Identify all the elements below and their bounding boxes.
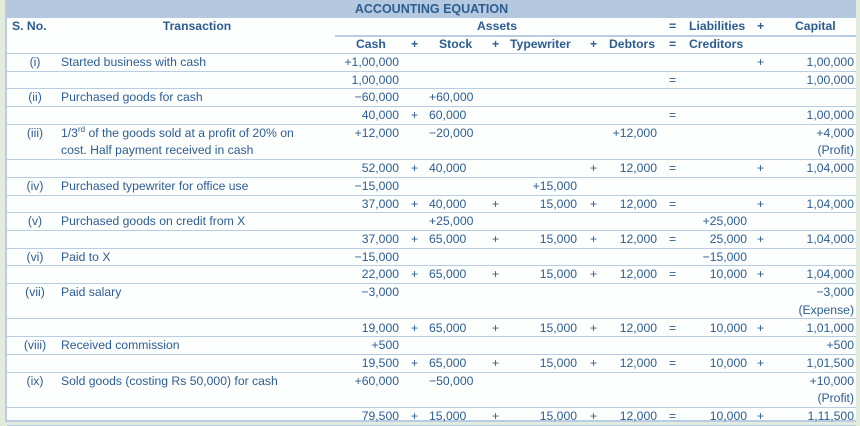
cell-debtors: +12,000 <box>612 125 657 140</box>
cell-stock: +60,000 <box>429 90 474 105</box>
cell-plus-1: + <box>411 232 419 246</box>
balance-row <box>7 355 856 373</box>
cell-sno: (vii) <box>25 285 45 300</box>
cell-plus-2: + <box>492 232 500 246</box>
header-debtors: Debtors <box>609 37 656 51</box>
cell-creditors: 10,000 <box>709 409 747 423</box>
cell-sno: (viii) <box>23 338 47 353</box>
header-sno: S. No. <box>12 19 47 33</box>
cell-stock: 65,000 <box>429 267 467 282</box>
cell-equals: = <box>669 232 677 246</box>
cell-sno: (vi) <box>26 249 44 264</box>
balance-row <box>7 231 856 249</box>
header-capital: Capital <box>795 19 836 33</box>
cell-description: Purchased goods on credit from X <box>61 214 246 229</box>
cell-creditors: 25,000 <box>709 232 747 246</box>
cell-plus-4: + <box>757 409 765 423</box>
cell-cash: −3,000 <box>361 285 399 300</box>
cell-plus-4: + <box>757 355 765 370</box>
cell-plus-4: + <box>757 196 765 211</box>
balance-row <box>7 266 856 284</box>
table-title: ACCOUNTING EQUATION <box>7 0 856 18</box>
cell-equals: = <box>669 355 677 370</box>
cell-debtors: 12,000 <box>619 409 657 423</box>
cell-cash: +12,000 <box>354 125 399 140</box>
transaction-row <box>7 373 856 408</box>
balance-row <box>7 320 856 338</box>
cell-creditors: 10,000 <box>709 320 747 335</box>
transaction-row <box>7 213 856 231</box>
cell-debtors: 12,000 <box>619 196 657 211</box>
cell-capital-note: (Profit) <box>817 143 854 158</box>
cell-description: Purchased goods for cash <box>61 90 203 105</box>
cell-plus-2: + <box>492 196 500 211</box>
header-assets: Assets <box>477 19 517 33</box>
balance-row <box>7 408 856 426</box>
cell-cash: +500 <box>371 338 399 353</box>
cell-capital-note: (Profit) <box>817 391 854 406</box>
balance-row <box>7 196 856 214</box>
header-row-1 <box>7 18 856 36</box>
desc-part: of the goods sold at a profit of 20% on <box>85 125 294 140</box>
cell-description: Started business with cash <box>61 55 206 69</box>
cell-plus-1: + <box>411 320 419 335</box>
cell-description: Received commission <box>61 338 180 353</box>
cell-sno: (ii) <box>28 90 42 105</box>
header-plus-2: + <box>492 37 500 51</box>
cell-stock: 65,000 <box>429 232 467 246</box>
cell-typewriter: +15,000 <box>532 178 577 193</box>
cell-stock: +25,000 <box>429 214 474 229</box>
cell-equals: = <box>669 409 677 423</box>
cell-cash: 19,000 <box>361 320 399 335</box>
cell-cash: 37,000 <box>361 232 399 246</box>
cell-plus-3: + <box>590 161 598 176</box>
cell-capital: +10,000 <box>809 373 854 388</box>
cell-equals: = <box>669 161 677 176</box>
cell-plus-2: + <box>492 267 500 282</box>
cell-capital: 1,11,500 <box>807 409 854 423</box>
cell-creditors: 10,000 <box>709 267 747 282</box>
cell-description: Paid to X <box>61 249 111 264</box>
transaction-row <box>7 89 856 107</box>
cell-sno: (ix) <box>26 373 44 388</box>
cell-plus-4: + <box>757 55 765 69</box>
cell-debtors: 12,000 <box>619 320 657 335</box>
cell-capital: 1,01,500 <box>806 355 854 370</box>
cell-equals: = <box>669 320 677 335</box>
cell-creditors: 10,000 <box>709 355 747 370</box>
header-stock: Stock <box>439 37 473 51</box>
cell-creditors: −15,000 <box>702 249 747 264</box>
cell-equals: = <box>669 108 677 123</box>
cell-stock: 40,000 <box>429 161 467 176</box>
cell-capital: +4,000 <box>816 125 854 140</box>
cell-cash: 52,000 <box>361 161 399 176</box>
cell-plus-3: + <box>590 409 598 423</box>
cell-capital: 1,00,000 <box>806 55 854 69</box>
cell-cash: −60,000 <box>354 90 399 105</box>
transaction-row <box>7 125 856 160</box>
transaction-row <box>7 284 856 319</box>
header-row-2 <box>7 36 856 54</box>
cell-stock: 65,000 <box>429 320 467 335</box>
header-cash: Cash <box>356 37 386 51</box>
cell-plus-3: + <box>590 267 598 282</box>
cell-typewriter: 15,000 <box>539 320 577 335</box>
header-typewriter: Typewriter <box>510 37 571 51</box>
cell-cash: 37,000 <box>361 196 399 211</box>
cell-plus-4: + <box>757 161 765 176</box>
cell-debtors: 12,000 <box>619 161 657 176</box>
cell-plus-2: + <box>492 355 500 370</box>
cell-stock: 60,000 <box>429 108 467 123</box>
cell-description: Paid salary <box>61 285 122 300</box>
cell-creditors: +25,000 <box>702 214 747 229</box>
transaction-row <box>7 54 856 72</box>
cell-capital: 1,04,000 <box>806 196 854 211</box>
cell-plus-3: + <box>590 232 598 246</box>
cell-debtors: 12,000 <box>619 267 657 282</box>
cell-typewriter: 15,000 <box>539 196 577 211</box>
cell-cash: +1,00,000 <box>344 55 399 69</box>
cell-plus-4: + <box>757 232 765 246</box>
header-creditors: Creditors <box>689 37 744 51</box>
balance-row <box>7 107 856 125</box>
cell-stock: 40,000 <box>429 196 467 211</box>
cell-capital: +500 <box>826 338 854 353</box>
cell-cash: 1,00,000 <box>351 72 399 87</box>
cell-typewriter: 15,000 <box>539 232 577 246</box>
cell-description: Sold goods (costing Rs 50,000) for cash <box>61 373 278 388</box>
cell-equals: = <box>669 196 677 211</box>
header-plus-liab-cap: + <box>757 19 765 33</box>
cell-plus-2: + <box>492 320 500 335</box>
transaction-row <box>7 337 856 355</box>
cell-typewriter: 15,000 <box>539 267 577 282</box>
balance-row <box>7 160 856 178</box>
cell-cash: 79,500 <box>361 409 399 423</box>
header-equals: = <box>669 19 677 33</box>
cell-sno: (iii) <box>26 125 44 140</box>
desc-superscript: rd <box>77 124 86 134</box>
cell-plus-1: + <box>411 355 419 370</box>
cell-stock: 15,000 <box>429 409 467 423</box>
cell-plus-1: + <box>411 267 419 282</box>
transaction-row <box>7 249 856 267</box>
cell-sno: (iv) <box>26 178 44 193</box>
cell-equals: = <box>669 267 677 282</box>
cell-capital-note: (Expense) <box>798 302 854 317</box>
cell-cash: 19,500 <box>361 355 399 370</box>
cell-cash: +60,000 <box>354 373 399 388</box>
header-plus-1: + <box>411 37 419 51</box>
cell-description <box>61 125 294 143</box>
header-equals-2: = <box>669 37 677 51</box>
cell-debtors: 12,000 <box>619 355 657 370</box>
cell-description-line-2: cost. Half payment received in cash <box>61 143 254 158</box>
cell-sno: (v) <box>27 214 43 229</box>
cell-cash: −15,000 <box>354 249 399 264</box>
cell-capital: −3,000 <box>816 285 854 300</box>
cell-capital: 1,00,000 <box>806 108 854 123</box>
cell-stock: −50,000 <box>429 373 474 388</box>
cell-cash: 22,000 <box>361 267 399 282</box>
cell-plus-4: + <box>757 267 765 282</box>
header-liabilities: Liabilities <box>689 19 746 33</box>
balance-row <box>7 72 856 90</box>
accounting-equation-table <box>5 0 856 422</box>
cell-capital: 1,01,000 <box>806 320 854 335</box>
desc-part: 1/3 <box>61 125 78 140</box>
cell-plus-4: + <box>757 320 765 335</box>
header-plus-3: + <box>590 37 598 51</box>
cell-plus-2: + <box>492 409 500 423</box>
header-transaction: Transaction <box>162 19 232 33</box>
cell-capital: 1,04,000 <box>806 267 854 282</box>
cell-plus-1: + <box>411 409 419 423</box>
cell-plus-3: + <box>590 196 598 211</box>
cell-debtors: 12,000 <box>619 232 657 246</box>
cell-stock: 65,000 <box>429 355 467 370</box>
cell-plus-1: + <box>411 196 419 211</box>
cell-capital: 1,00,000 <box>806 72 854 87</box>
cell-sno: (i) <box>29 55 41 69</box>
cell-cash: −15,000 <box>354 178 399 193</box>
cell-stock: −20,000 <box>429 125 474 140</box>
cell-plus-3: + <box>590 355 598 370</box>
cell-equals: = <box>669 72 677 87</box>
cell-capital: 1,04,000 <box>806 232 854 246</box>
cell-typewriter: 15,000 <box>539 355 577 370</box>
cell-plus-1: + <box>411 108 419 123</box>
cell-capital: 1,04,000 <box>806 161 854 176</box>
transaction-row <box>7 178 856 196</box>
cell-description: Purchased typewriter for office use <box>61 178 249 193</box>
cell-cash: 40,000 <box>361 108 399 123</box>
cell-plus-1: + <box>411 161 419 176</box>
cell-plus-3: + <box>590 320 598 335</box>
cell-typewriter: 15,000 <box>539 409 577 423</box>
